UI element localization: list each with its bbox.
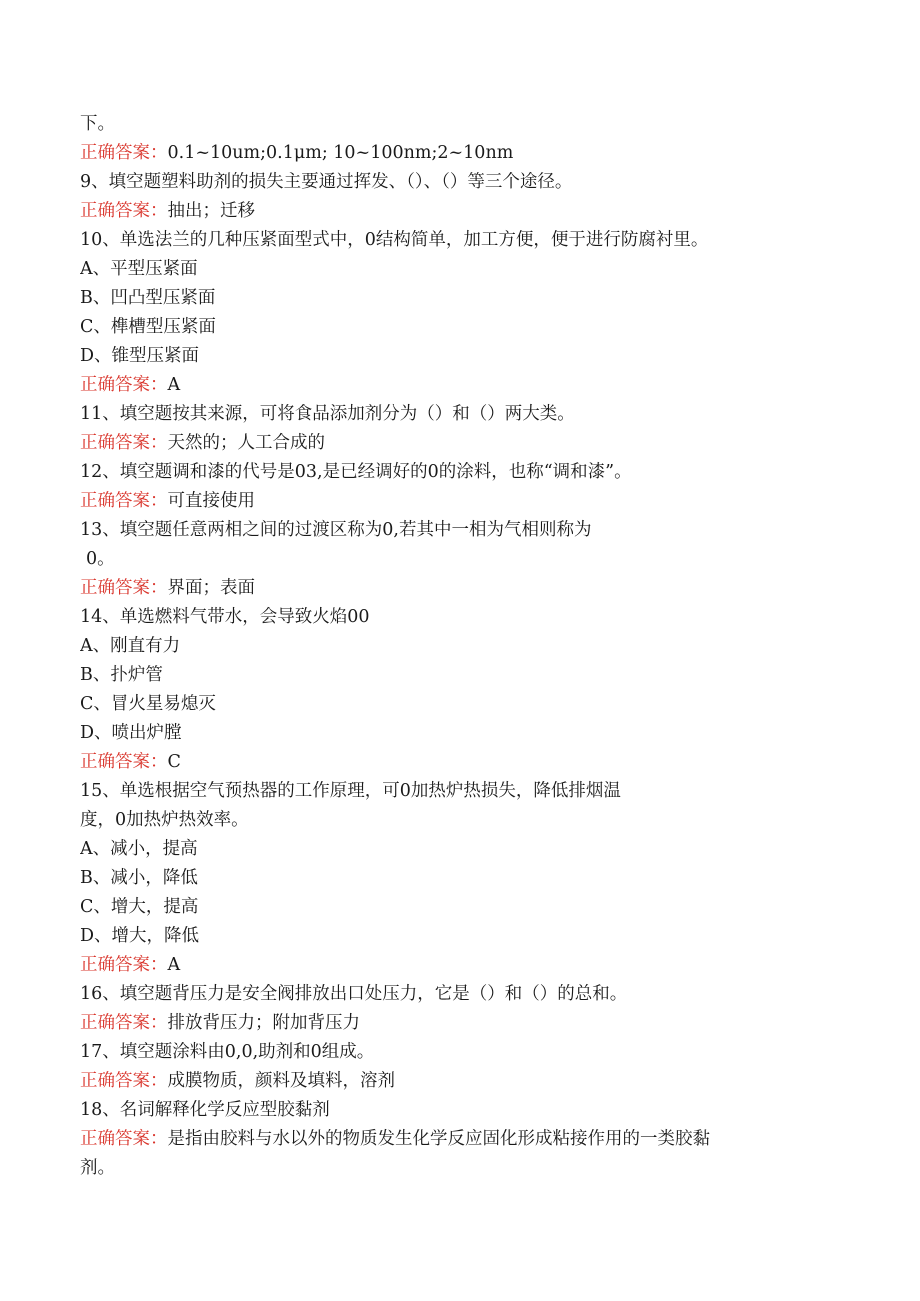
answer-text: 排放背压力；附加背压力 bbox=[167, 1013, 360, 1033]
answer-line bbox=[80, 487, 840, 516]
text-line: 17、填空题涂料由0,0,助剂和0组成。 bbox=[80, 1042, 375, 1062]
text-line: 剂。 bbox=[80, 1158, 115, 1178]
text-line: 下。 bbox=[80, 114, 115, 134]
document-body bbox=[80, 110, 840, 1183]
answer-text: 成膜物质，颜料及填料，溶剂 bbox=[167, 1071, 395, 1091]
answer-label: 正确答案： bbox=[80, 1129, 168, 1149]
answer-text: 可直接使用 bbox=[167, 491, 255, 511]
answer-text: A bbox=[167, 955, 181, 975]
answer-label: 正确答案： bbox=[80, 375, 168, 395]
answer-text: A bbox=[167, 375, 181, 395]
answer-line bbox=[80, 1067, 840, 1096]
answer-label: 正确答案： bbox=[80, 201, 168, 221]
text-line: B、凹凸型压紧面 bbox=[80, 288, 216, 308]
text-line: 9、填空题塑料助剂的损失主要通过挥发、（）、（）等三个途径。 bbox=[80, 172, 573, 192]
answer-line bbox=[80, 197, 840, 226]
text-line: C、增大，提高 bbox=[80, 897, 199, 917]
text-line: C、冒火星易熄灭 bbox=[80, 694, 216, 714]
answer-label: 正确答案： bbox=[80, 143, 168, 163]
text-line: B、减小，降低 bbox=[80, 868, 198, 888]
answer-label: 正确答案： bbox=[80, 491, 168, 511]
text-line: 10、单选法兰的几种压紧面型式中，0结构简单，加工方便，便于进行防腐衬里。 bbox=[80, 230, 709, 250]
answer-line bbox=[80, 1009, 840, 1038]
answer-text: 界面；表面 bbox=[167, 578, 255, 598]
text-line: C、榫槽型压紧面 bbox=[80, 317, 216, 337]
answer-line bbox=[80, 951, 840, 980]
answer-text: 抽出；迁移 bbox=[167, 201, 255, 221]
text-line: 11、填空题按其来源，可将食品添加剂分为（）和（）两大类。 bbox=[80, 404, 575, 424]
answer-line bbox=[80, 371, 840, 400]
text-line: 度，0加热炉热效率。 bbox=[80, 810, 249, 830]
text-line: 12、填空题调和漆的代号是03,是已经调好的0的涂料，也称“调和漆”。 bbox=[80, 462, 632, 482]
text-line: 0。 bbox=[86, 549, 115, 569]
text-line: B、扑炉管 bbox=[80, 665, 163, 685]
answer-text: 天然的；人工合成的 bbox=[167, 433, 325, 453]
answer-text: 0.1~10um;0.1μm; 10~100nm;2~10nm bbox=[167, 143, 514, 163]
answer-label: 正确答案： bbox=[80, 433, 168, 453]
answer-line bbox=[80, 574, 840, 603]
answer-label: 正确答案： bbox=[80, 955, 168, 975]
answer-label: 正确答案： bbox=[80, 752, 168, 772]
answer-line bbox=[80, 139, 840, 168]
text-line: D、喷出炉膛 bbox=[80, 723, 182, 743]
text-line: A、平型压紧面 bbox=[80, 259, 198, 279]
answer-line bbox=[80, 748, 840, 777]
text-line: 14、单选燃料气带水，会导致火焰00 bbox=[80, 607, 370, 627]
text-line: A、减小，提高 bbox=[80, 839, 198, 859]
answer-text: C bbox=[167, 752, 181, 772]
text-line: D、增大，降低 bbox=[80, 926, 200, 946]
text-line: 13、填空题任意两相之间的过渡区称为0,若其中一相为气相则称为 bbox=[80, 520, 592, 540]
text-line: D、锥型压紧面 bbox=[80, 346, 200, 366]
text-line: A、刚直有力 bbox=[80, 636, 181, 656]
answer-line bbox=[80, 1125, 840, 1154]
text-line: 15、单选根据空气预热器的工作原理，可0加热炉热损失，降低排烟温 bbox=[80, 781, 621, 801]
answer-line bbox=[80, 429, 840, 458]
answer-label: 正确答案： bbox=[80, 578, 168, 598]
answer-label: 正确答案： bbox=[80, 1013, 168, 1033]
text-line: 16、填空题背压力是安全阀排放出口处压力，它是（）和（）的总和。 bbox=[80, 984, 628, 1004]
text-line: 18、名词解释化学反应型胶黏剂 bbox=[80, 1100, 330, 1120]
answer-label: 正确答案： bbox=[80, 1071, 168, 1091]
answer-text: 是指由胶料与水以外的物质发生化学反应固化形成粘接作用的一类胶黏 bbox=[167, 1129, 710, 1149]
